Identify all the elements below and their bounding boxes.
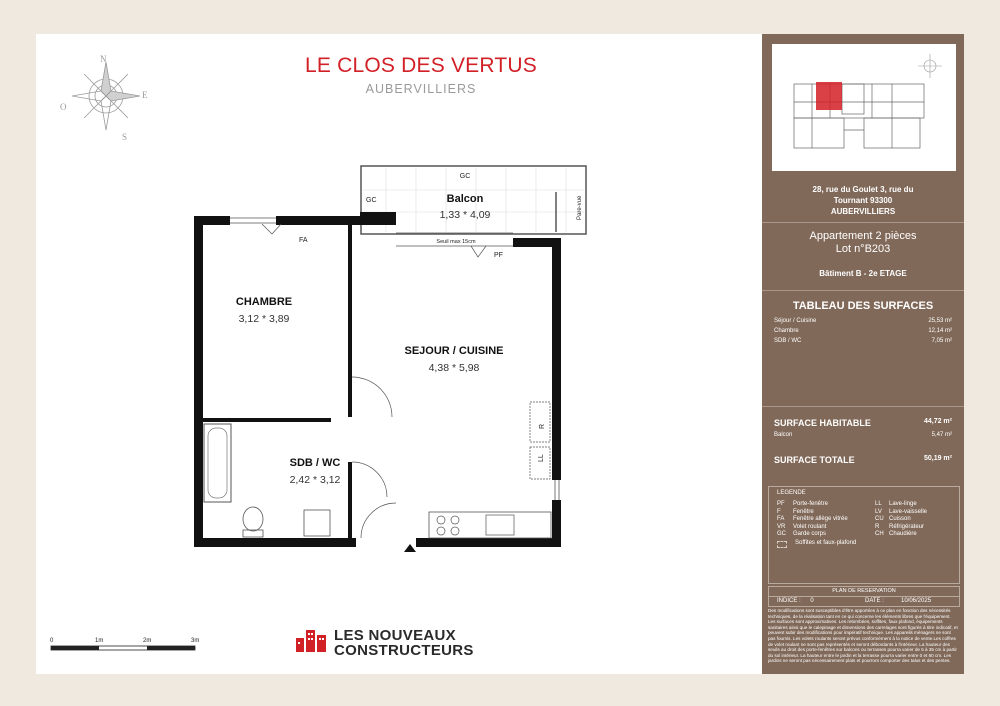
sejour-name: SEJOUR / CUISINE [404,345,504,357]
ll-label: LL [538,454,545,462]
r-label: R [539,423,546,429]
date-label: DATE : [865,598,884,604]
legend-item: FA Fenêtre allège vitrée [777,516,848,523]
balcon-row [774,432,952,438]
building-logo-icon [294,628,328,654]
scale-0: 0 [50,638,54,644]
totale-value: 50,19 m² [923,455,952,462]
soffites-swatch [777,541,787,548]
seuil-label: Seuil max 15cm [436,239,476,245]
info-panel [762,34,964,674]
surface-label: Chambre [774,328,799,334]
chambre-name: CHAMBRE [235,296,293,308]
pf-label: PF [494,252,503,259]
gc-top-label: GC [459,173,471,180]
address-line1: 28, rue du Goulet 3, rue du [812,185,914,194]
fa-label: FA [299,237,308,244]
address-line2: Tournant 93300 [833,196,893,205]
compass-e: E [142,90,148,100]
pare-vue-label: Pare-vue [577,195,583,220]
divider [762,406,964,407]
scale-bar [50,634,210,656]
gc-left-label: GC [366,197,377,204]
legend-item: CH Chaudière [875,531,917,538]
totale-label: SURFACE TOTALE [774,455,855,465]
surface-value: 7,05 m² [931,338,952,344]
scale-2m: 2m [143,638,152,644]
balcon-label: Balcon [774,432,793,438]
lot-number: Lot n°B203 [835,243,891,255]
reservation-label: PLAN DE RESERVATION [768,586,960,597]
disclaimer: Des modifications sont susceptibles d'être apportées à ce plan en fonction des nécessités techniques, de la réalisation tant en ce qui concerne les éléments libres que l'équipement. Les surfaces sont approximatives. Les retombées, soffites, faux plafond, équipements sanitaires ainsi que le calepinage et dimensions des carrelages sont figurés à titre indicatif, et peuvent subir des modifications pour impératif technique. Les appareils ménagers ne sont pas fournis. Les volets roulants seront prévus conformément à la notice de vente.Les coffres de volet roulant ne sont pas représentés et seront débordants à l'intérieur. La hauteur des seuils au droit des porte-fenêtres sur balcons ou terrasses pourra varier de 5 à 35 cm à partir du sol intérieur. La hauteur entre le jardin et la terrasse pourra varier entre 0 et 60 cm. Les jardins ne seront pas nécessairement plats et pourront comporter des talus et des pentes. [768,608,958,664]
address [770,184,956,217]
habitable-row [774,418,952,428]
indice-date-row [768,596,960,607]
compass-s: S [122,132,128,142]
sdb-name: SDB / WC [289,457,341,469]
indice-value: 0 [810,598,814,604]
apartment-info [762,230,964,256]
toilet [243,507,263,531]
plan-sheet [36,34,964,674]
chambre-dims: 3,12 * 3,89 [238,313,290,325]
lot-highlight [816,82,842,110]
logo-line1: LES NOUVEAUX [334,627,456,644]
r-box [530,402,550,442]
surface-value: 12,14 m² [928,328,952,334]
legend-item: F Fenêtre [777,508,814,515]
legend-item: R Réfrigérateur [875,523,925,530]
balcon-name: Balcon [446,193,484,205]
legend-item: PF Porte-fenêtre [777,501,829,507]
balcon-dims: 1,33 * 4,09 [439,209,491,221]
address-line3: AUBERVILLIERS [830,207,896,216]
compass-icon [50,48,160,143]
surface-row [774,318,952,324]
surface-label: SDB / WC [774,338,802,344]
soffites-label: Soffites et faux-plafond [795,540,857,546]
habitable-label: SURFACE HABITABLE [774,418,871,428]
windows [230,218,559,500]
habitable-value: 44,72 m² [923,418,952,425]
indice-label: INDICE : [777,598,801,604]
floor-plan [186,162,616,557]
scale-3m: 3m [191,638,200,644]
legend-title: LEGENDE [777,490,806,496]
date-value: 10/06/2025 [901,598,932,604]
compass-n: N [100,54,107,64]
legend-left [777,501,872,539]
legend-right [875,501,957,539]
sdb-dims: 2,42 * 3,12 [289,474,341,486]
walls [194,212,561,547]
legend-item: VR Volet roulant [777,523,827,530]
surface-value: 25,53 m² [928,318,952,324]
project-title: LE CLOS DES VERTUS [305,54,537,77]
surface-row [774,328,952,334]
compass-o: O [60,102,67,112]
project-city: AUBERVILLIERS [365,82,477,96]
legend-item: GC Garde corps [777,531,827,538]
surface-row [774,338,952,344]
surfaces-title: TABLEAU DES SURFACES [792,300,934,312]
apartment-type: Appartement 2 pièces [809,230,917,242]
washbasin [304,510,330,536]
balcon-value: 5,47 m² [931,432,952,438]
building-floor: Bâtiment B - 2e ETAGE [819,269,907,278]
logo-line2: CONSTRUCTEURS [334,642,474,659]
building-thumbnail [772,44,956,171]
scale-1m: 1m [95,638,104,644]
divider [762,290,964,291]
building-key-plan [772,44,956,171]
legend-item: LL Lave-linge [875,501,917,507]
legend [768,486,960,584]
surface-label: Séjour / Cuisine [774,318,817,324]
kitchen-counter [429,512,551,538]
mini-compass-icon [918,54,942,78]
sejour-dims: 4,38 * 5,98 [428,362,480,374]
door-swings [262,224,486,538]
divider [762,222,964,223]
entrance-arrow-icon [404,544,416,552]
legend-item: LV Lave-vaisselle [875,508,928,515]
ll-box [530,447,550,479]
totale-row [774,455,952,465]
legend-item: CU Cuisson [875,516,911,523]
